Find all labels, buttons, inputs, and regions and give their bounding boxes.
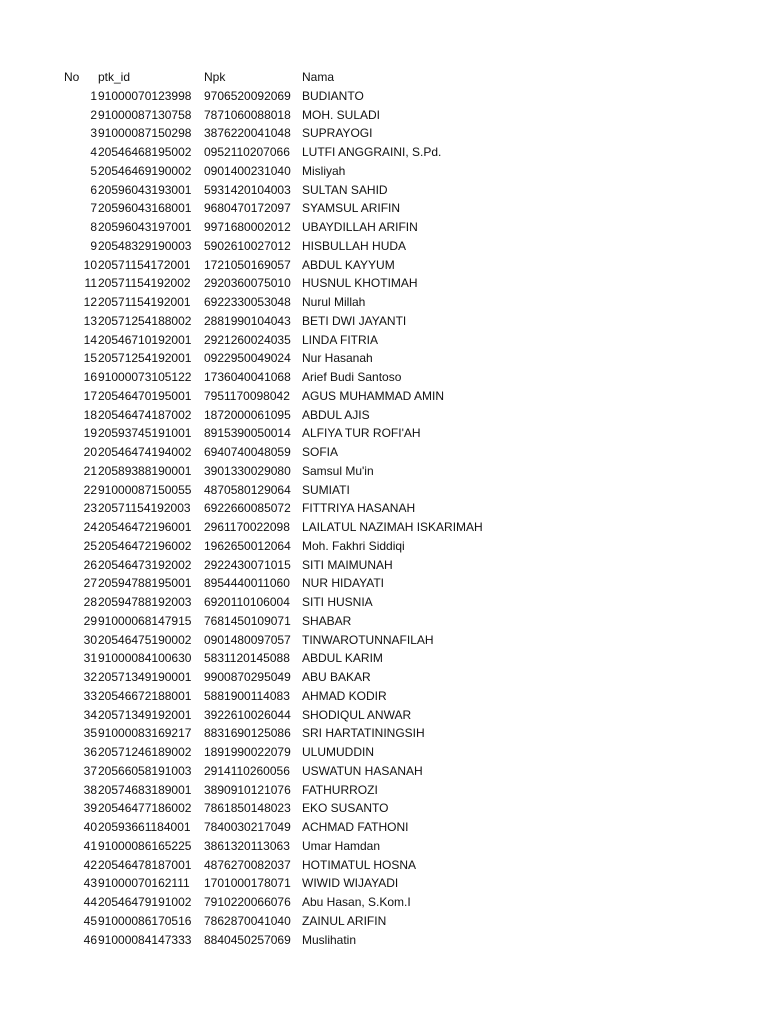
table-row [0,668,768,687]
cell-npk: 1701000178071 [204,876,291,891]
cell-no: 16 [83,370,97,384]
cell-no: 39 [83,801,97,816]
cell-ptk-id: 20574683189001 [98,782,192,797]
cell-nama: SUPRAYOGI [302,126,373,141]
cell-ptk-id: 20548329190003 [98,238,192,253]
cell-npk: 6922660085072 [204,501,291,516]
cell-npk: 1891990022079 [204,745,291,759]
cell-npk: 0922950049024 [204,351,291,366]
cell-npk: 6922330053048 [204,295,291,309]
cell-ptk-id: 20546672188001 [98,688,192,703]
table-row [0,124,768,143]
table-row [0,593,768,612]
table-row [0,199,768,218]
cell-npk: 6920110106004 [204,595,290,609]
cell-ptk-id: 20546478187001 [98,857,192,872]
cell-ptk-id: 20546472196002 [98,538,192,553]
table-row [0,218,768,237]
cell-nama: SULTAN SAHID [302,182,388,197]
cell-no: 44 [83,895,97,909]
cell-ptk-id: 20546473192002 [98,557,192,572]
cell-ptk-id: 20593661184001 [98,820,191,834]
cell-no: 36 [83,745,97,759]
cell-nama: Umar Hamdan [302,838,381,853]
cell-ptk-id: 20571154192003 [98,501,191,516]
cell-npk: 7910220066076 [204,895,291,909]
cell-no: 23 [83,501,97,516]
cell-ptk-id: 20589388190001 [98,463,192,478]
cell-no: 17 [83,388,97,403]
table-row [0,143,768,162]
cell-no: 30 [83,632,97,647]
cell-npk: 2921260024035 [204,332,291,347]
cell-nama: SUMIATI [302,482,350,497]
table-row [0,237,768,256]
cell-ptk-id: 91000083169217 [98,726,192,741]
cell-no: 24 [83,520,97,534]
table-row [0,837,768,856]
cell-no: 25 [83,538,97,553]
cell-ptk-id: 20596043197001 [98,220,192,234]
cell-no: 6 [90,182,97,197]
table-row [0,406,768,425]
cell-npk: 1962650012064 [204,538,291,553]
cell-ptk-id: 91000073105122 [98,370,192,384]
table-row [0,462,768,481]
column-header-no: No [64,70,80,84]
cell-ptk-id: 91000068147915 [98,613,192,628]
cell-no: 37 [83,763,97,778]
cell-ptk-id: 91000084100630 [98,651,192,666]
cell-nama: AHMAD KODIR [302,688,387,703]
cell-nama: ALFIYA TUR ROFI'AH [302,426,421,441]
cell-nama: ABDUL KAYYUM [302,257,395,272]
table-row [0,106,768,125]
cell-ptk-id: 91000070162111 [98,876,190,891]
cell-no: 15 [83,351,97,366]
cell-no: 22 [83,482,97,497]
cell-no: 27 [83,576,97,591]
cell-npk: 8831690125086 [204,726,291,741]
table-row [0,256,768,275]
cell-nama: Muslihatin [302,932,357,947]
table-row [0,612,768,631]
cell-no: 7 [90,201,97,216]
cell-no: 42 [83,857,97,872]
cell-no: 14 [83,332,97,347]
table-row [0,762,768,781]
cell-nama: Arief Budi Santoso [302,370,402,384]
cell-ptk-id: 20596043168001 [98,201,192,216]
cell-npk: 6940740048059 [204,445,291,459]
cell-npk: 2920360075010 [204,276,291,291]
cell-nama: FITTRIYA HASANAH [302,501,416,516]
column-header-ptk-id: ptk_id [98,70,131,84]
table-row [0,781,768,800]
cell-ptk-id: 20571254188002 [98,313,192,328]
cell-no: 38 [83,782,97,797]
cell-nama: SHABAR [302,613,352,628]
table-row [0,537,768,556]
cell-npk: 1736040041068 [204,370,291,384]
cell-npk: 8840450257069 [204,932,291,947]
column-header-nama: Nama [302,70,335,84]
cell-npk: 8915390050014 [204,426,291,441]
cell-no: 20 [83,445,97,459]
table-body [0,87,768,950]
cell-nama: BUDIANTO [302,88,364,103]
cell-nama: Nurul Millah [302,295,366,309]
table-row [0,574,768,593]
cell-no: 45 [83,913,97,928]
cell-ptk-id: 20546474187002 [98,407,192,422]
table-row [0,724,768,743]
cell-nama: TINWAROTUNNAFILAH [302,632,434,647]
table-row [0,481,768,500]
cell-ptk-id: 91000087150298 [98,126,192,141]
table-row [0,649,768,668]
cell-no: 46 [83,932,97,947]
cell-nama: SYAMSUL ARIFIN [302,201,401,216]
cell-no: 10 [83,257,97,272]
cell-nama: SITI MAIMUNAH [302,557,393,572]
cell-nama: LAILATUL NAZIMAH ISKARIMAH [302,520,483,534]
cell-nama: EKO SUSANTO [302,801,389,816]
cell-nama: Abu Hasan, S.Kom.I [302,895,411,909]
cell-ptk-id: 20546477186002 [98,801,192,816]
table-row [0,799,768,818]
table-row [0,349,768,368]
cell-no: 33 [83,688,97,703]
cell-nama: SITI HUSNIA [302,595,373,609]
cell-no: 43 [83,876,97,891]
cell-nama: LINDA FITRIA [302,332,379,347]
table-row [0,424,768,443]
table-row [0,443,768,462]
cell-no: 21 [83,463,97,478]
table-row [0,931,768,950]
cell-ptk-id: 20571154172001 [98,257,191,272]
table-row [0,331,768,350]
table-row [0,181,768,200]
cell-no: 4 [90,145,97,159]
cell-npk: 7681450109071 [204,613,291,628]
cell-ptk-id: 20571254192001 [98,351,192,366]
cell-nama: UBAYDILLAH ARIFIN [302,220,418,234]
cell-nama: Moh. Fakhri Siddiqi [302,538,405,553]
cell-ptk-id: 20571154192002 [98,276,191,291]
cell-ptk-id: 20546710192001 [98,332,192,347]
cell-ptk-id: 20571349192001 [98,707,192,722]
cell-ptk-id: 20546475190002 [98,632,192,647]
cell-nama: HOTIMATUL HOSNA [302,857,417,872]
cell-npk: 2922430071015 [204,557,291,572]
cell-no: 19 [83,426,97,441]
cell-nama: ULUMUDDIN [302,745,374,759]
cell-npk: 3890910121076 [204,782,291,797]
cell-npk: 4876270082037 [204,857,291,872]
cell-npk: 0901480097057 [204,632,291,647]
cell-no: 41 [83,838,97,853]
cell-nama: NUR HIDAYATI [302,576,385,591]
cell-ptk-id: 20546479191002 [98,895,192,909]
table-row [0,312,768,331]
cell-nama: SHODIQUL ANWAR [302,707,412,722]
table-row [0,274,768,293]
cell-ptk-id: 20593745191001 [98,426,192,441]
cell-npk: 3901330029080 [204,463,291,478]
table-row [0,856,768,875]
cell-nama: HUSNUL KHOTIMAH [302,276,418,291]
cell-npk: 5881900114083 [204,688,290,703]
cell-nama: Samsul Mu'in [302,463,374,478]
table-header-row [0,68,768,87]
cell-no: 11 [84,276,97,291]
cell-nama: HISBULLAH HUDA [302,238,407,253]
cell-no: 18 [83,407,97,422]
cell-ptk-id: 20546474194002 [98,445,192,459]
cell-npk: 3876220041048 [204,126,291,141]
table-row [0,874,768,893]
table-row [0,368,768,387]
cell-npk: 1721050169057 [204,257,291,272]
cell-nama: Nur Hasanah [302,351,373,366]
cell-npk: 3861320113063 [204,838,290,853]
table-row [0,499,768,518]
cell-npk: 7861850148023 [204,801,291,816]
table-row [0,687,768,706]
cell-nama: USWATUN HASANAH [302,763,423,778]
cell-nama: ABDUL AJIS [302,407,370,422]
cell-npk: 2881990104043 [204,313,291,328]
table-row [0,706,768,725]
cell-npk: 5831120145088 [204,651,290,666]
cell-ptk-id: 91000084147333 [98,932,192,947]
cell-npk: 2914110260056 [204,763,290,778]
cell-no: 28 [83,595,97,609]
table-row [0,818,768,837]
table-row [0,631,768,650]
table-row [0,387,768,406]
cell-ptk-id: 20566058191003 [98,763,192,778]
cell-no: 29 [83,613,97,628]
cell-nama: SRI HARTATININGSIH [302,726,425,741]
table-row [0,912,768,931]
cell-nama: ABU BAKAR [302,670,371,684]
cell-ptk-id: 91000086165225 [98,838,192,853]
data-table [0,68,768,949]
cell-ptk-id: 20596043193001 [98,182,192,197]
cell-ptk-id: 20546468195002 [98,145,192,159]
cell-npk: 0901400231040 [204,163,291,178]
cell-ptk-id: 20546472196001 [98,520,192,534]
cell-npk: 9680470172097 [204,201,291,216]
cell-nama: ZAINUL ARIFIN [302,913,387,928]
cell-npk: 9900870295049 [204,670,291,684]
cell-no: 3 [90,126,97,141]
table-row [0,87,768,106]
cell-ptk-id: 91000086170516 [98,913,192,928]
cell-no: 5 [90,163,97,178]
cell-npk: 5902610027012 [204,238,291,253]
cell-npk: 3922610026044 [204,707,291,722]
cell-no: 13 [83,313,97,328]
table-row [0,743,768,762]
cell-nama: ABDUL KARIM [302,651,383,666]
cell-ptk-id: 20594788192003 [98,595,192,609]
cell-nama: BETI DWI JAYANTI [302,313,407,328]
table-row [0,518,768,537]
cell-nama: ACHMAD FATHONI [302,820,409,834]
cell-no: 2 [90,107,97,122]
cell-npk: 1872000061095 [204,407,291,422]
cell-ptk-id: 91000087150055 [98,482,192,497]
cell-nama: AGUS MUHAMMAD AMIN [302,388,445,403]
cell-nama: WIWID WIJAYADI [302,876,399,891]
cell-ptk-id: 20571349190001 [98,670,192,684]
cell-ptk-id: 91000070123998 [98,88,192,103]
cell-nama: SOFIA [302,445,339,459]
cell-npk: 5931420104003 [204,182,291,197]
cell-no: 1 [90,88,97,103]
cell-npk: 7862870041040 [204,913,291,928]
cell-npk: 7871060088018 [204,107,291,122]
cell-npk: 7951170098042 [204,388,290,403]
cell-no: 8 [90,220,97,234]
cell-no: 34 [83,707,97,722]
cell-no: 35 [83,726,97,741]
cell-no: 40 [83,820,97,834]
cell-no: 32 [83,670,97,684]
cell-npk: 2961170022098 [204,520,290,534]
cell-nama: LUTFI ANGGRAINI, S.Pd. [302,145,442,159]
cell-ptk-id: 20546470195001 [98,388,192,403]
cell-npk: 4870580129064 [204,482,291,497]
cell-ptk-id: 20571154192001 [98,295,191,309]
cell-no: 31 [83,651,97,666]
cell-ptk-id: 20594788195001 [98,576,192,591]
table-row [0,556,768,575]
cell-no: 9 [90,238,97,253]
column-header-npk: Npk [204,70,226,84]
cell-nama: FATHURROZI [302,782,378,797]
cell-npk: 7840030217049 [204,820,291,834]
cell-nama: Misliyah [302,163,346,178]
table-row [0,893,768,912]
cell-ptk-id: 91000087130758 [98,107,192,122]
cell-npk: 0952110207066 [204,145,290,159]
cell-nama: MOH. SULADI [302,107,381,122]
cell-npk: 8954440011060 [204,576,290,591]
table-row [0,162,768,181]
table-row [0,293,768,312]
cell-ptk-id: 20571246189002 [98,745,192,759]
cell-no: 12 [83,295,97,309]
cell-ptk-id: 20546469190002 [98,163,192,178]
cell-npk: 9971680002012 [204,220,291,234]
cell-no: 26 [83,557,97,572]
cell-npk: 9706520092069 [204,88,291,103]
